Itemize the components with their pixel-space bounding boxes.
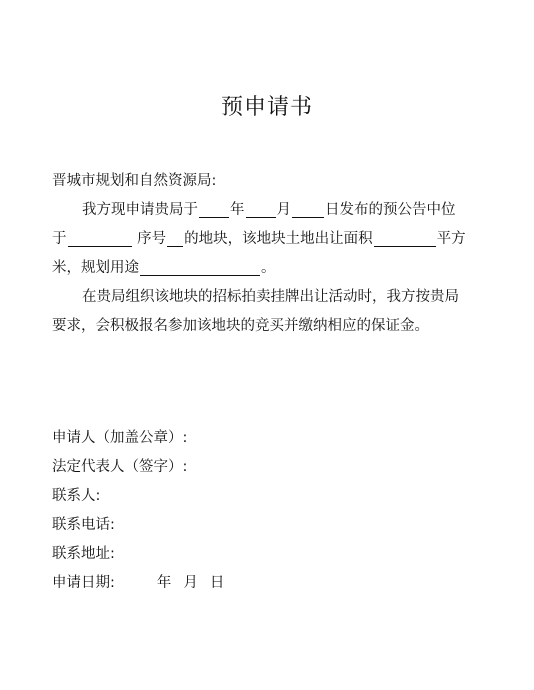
location-text <box>52 225 466 254</box>
request-line-3 <box>52 254 498 283</box>
commitment-paragraph <box>52 283 498 341</box>
location-blank <box>68 228 132 247</box>
application-date-line <box>52 569 224 598</box>
contact-address-line: 联系地址: <box>52 546 115 562</box>
area-blank <box>374 228 436 247</box>
planned-use-blank <box>140 257 260 276</box>
date-year: 年 <box>156 575 172 591</box>
signature-block <box>52 424 224 598</box>
legal-representative-line: 法定代表人（签字）: <box>52 459 188 475</box>
commitment-line-2: 要求，会积极报名参加该地块的竞买并缴纳相应的保证金。 <box>52 318 429 334</box>
parcel-area-text: 的地块，该地块土地出让面积 <box>184 231 373 247</box>
sequence-label: 序号 <box>137 231 167 247</box>
location-prefix: 于 <box>52 231 67 247</box>
year-label: 年 <box>230 202 245 218</box>
notice-location-text: 日发布的预公告中位 <box>325 202 456 218</box>
addressee-line: 晋城市规划和自然资源局: <box>52 173 217 189</box>
request-paragraph <box>52 196 498 283</box>
month-label: 月 <box>276 202 291 218</box>
contact-person-line: 联系人: <box>52 488 101 504</box>
contact-phone-line: 联系电话: <box>52 517 115 533</box>
document-title: 预申请书 <box>220 95 313 120</box>
day-blank <box>292 199 324 218</box>
year-blank <box>199 199 229 218</box>
area-unit-start: 平方 <box>436 231 466 247</box>
date-label: 申请日期: <box>52 575 115 591</box>
date-month: 月 <box>183 575 198 591</box>
month-blank <box>246 199 276 218</box>
sequence-blank <box>167 228 183 247</box>
request-line-1 <box>52 196 498 225</box>
request-line-2 <box>52 225 498 254</box>
sentence-end: 。 <box>261 260 276 276</box>
request-text-start: 我方现申请贵局于 <box>82 202 198 218</box>
applicant-line: 申请人（加盖公章）: <box>52 430 188 446</box>
request-text <box>82 196 456 225</box>
planned-use-label: 米，规划用途 <box>52 260 139 276</box>
commitment-line-1: 在贵局组织该地块的招标拍卖挂牌出让活动时，我方按贵局 <box>82 289 459 305</box>
date-day: 日 <box>209 575 225 591</box>
